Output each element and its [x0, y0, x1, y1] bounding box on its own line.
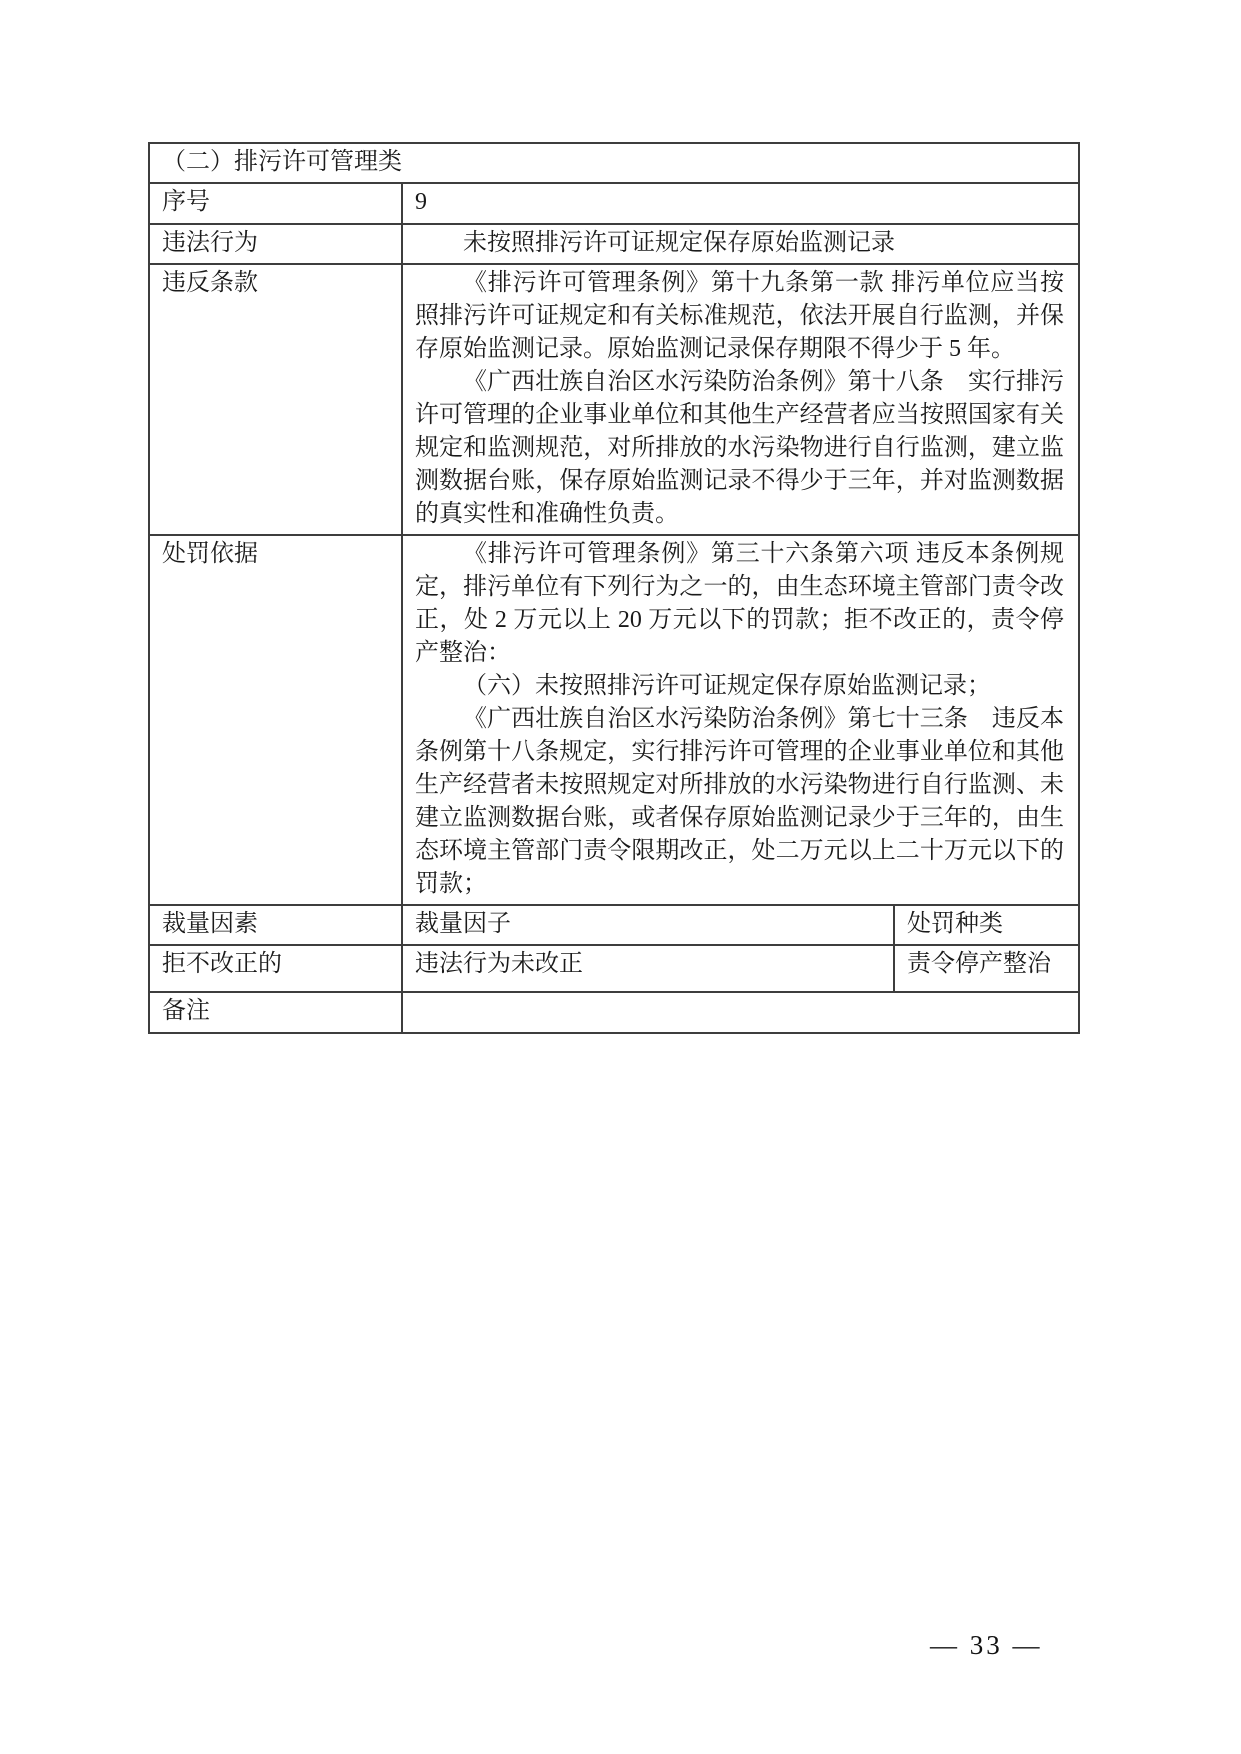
serial-value: 9 — [402, 183, 1079, 224]
note-label: 备注 — [149, 992, 402, 1033]
penalty-basis-paragraph-2: （六）未按照排污许可证规定保存原始监测记录； — [463, 673, 991, 699]
violated-clause-value — [402, 264, 1079, 535]
violation-behavior-label: 违法行为 — [149, 224, 402, 264]
table-row-violation-behavior — [149, 224, 1079, 264]
category-header-cell: （二）排污许可管理类 — [149, 143, 1079, 183]
penalty-basis-paragraph-1: 《排污许可管理条例》第三十六条第六项 违反本条例规定，排污单位有下列行为之一的，由生态环境主管部门责令改正，处 2 万元以上 20 万元以下的罚款；拒不改正的，责令停产整治： — [415, 541, 1065, 666]
table-row-serial — [149, 183, 1079, 224]
table-row-penalty-basis — [149, 535, 1079, 905]
table-row-discretion-headers — [149, 905, 1079, 945]
violation-behavior-value: 未按照排污许可证规定保存原始监测记录 — [402, 224, 1079, 264]
violated-clause-label: 违反条款 — [149, 264, 402, 535]
penalty-basis-label: 处罚依据 — [149, 535, 402, 905]
refuse-correct-label: 拒不改正的 — [149, 945, 402, 992]
table-row-violated-clause — [149, 264, 1079, 535]
refuse-correct-penalty-type: 责令停产整治 — [894, 945, 1079, 992]
penalty-basis-paragraph-3: 《广西壮族自治区水污染防治条例》第七十三条 违反本条例第十八条规定，实行排污许可管理的企业事业单位和其他生产经营者未按照规定对所排放的水污染物进行自行监测、未建立监测数据台账，或者保存原始监测记录少于三年的，由生态环境主管部门责令限期改正，处二万元以上二十万元以下的罚款； — [415, 706, 1065, 897]
note-value — [402, 992, 1079, 1033]
refuse-correct-factor: 违法行为未改正 — [402, 945, 894, 992]
penalty-rule-table — [148, 142, 1080, 1034]
serial-label: 序号 — [149, 183, 402, 224]
discretion-type-header: 处罚种类 — [894, 905, 1079, 945]
table-row-note — [149, 992, 1079, 1033]
table-row-refuse-correct — [149, 945, 1079, 992]
table-row-category — [149, 143, 1079, 183]
discretion-label: 裁量因素 — [149, 905, 402, 945]
violated-clause-paragraph-1: 《排污许可管理条例》第十九条第一款 排污单位应当按照排污许可证规定和有关标准规范，依法开展自行监测，并保存原始监测记录。原始监测记录保存期限不得少于 5 年。 — [415, 270, 1065, 362]
discretion-factor-header: 裁量因子 — [402, 905, 894, 945]
page-number: — 33 — — [930, 1630, 1043, 1660]
violated-clause-paragraph-2: 《广西壮族自治区水污染防治条例》第十八条 实行排污许可管理的企业事业单位和其他生产经营者应当按照国家有关规定和监测规范，对所排放的水污染物进行自行监测，建立监测数据台账，保存原始监测记录不得少于三年，并对监测数据的真实性和准确性负责。 — [415, 369, 1065, 527]
penalty-basis-value — [402, 535, 1079, 905]
